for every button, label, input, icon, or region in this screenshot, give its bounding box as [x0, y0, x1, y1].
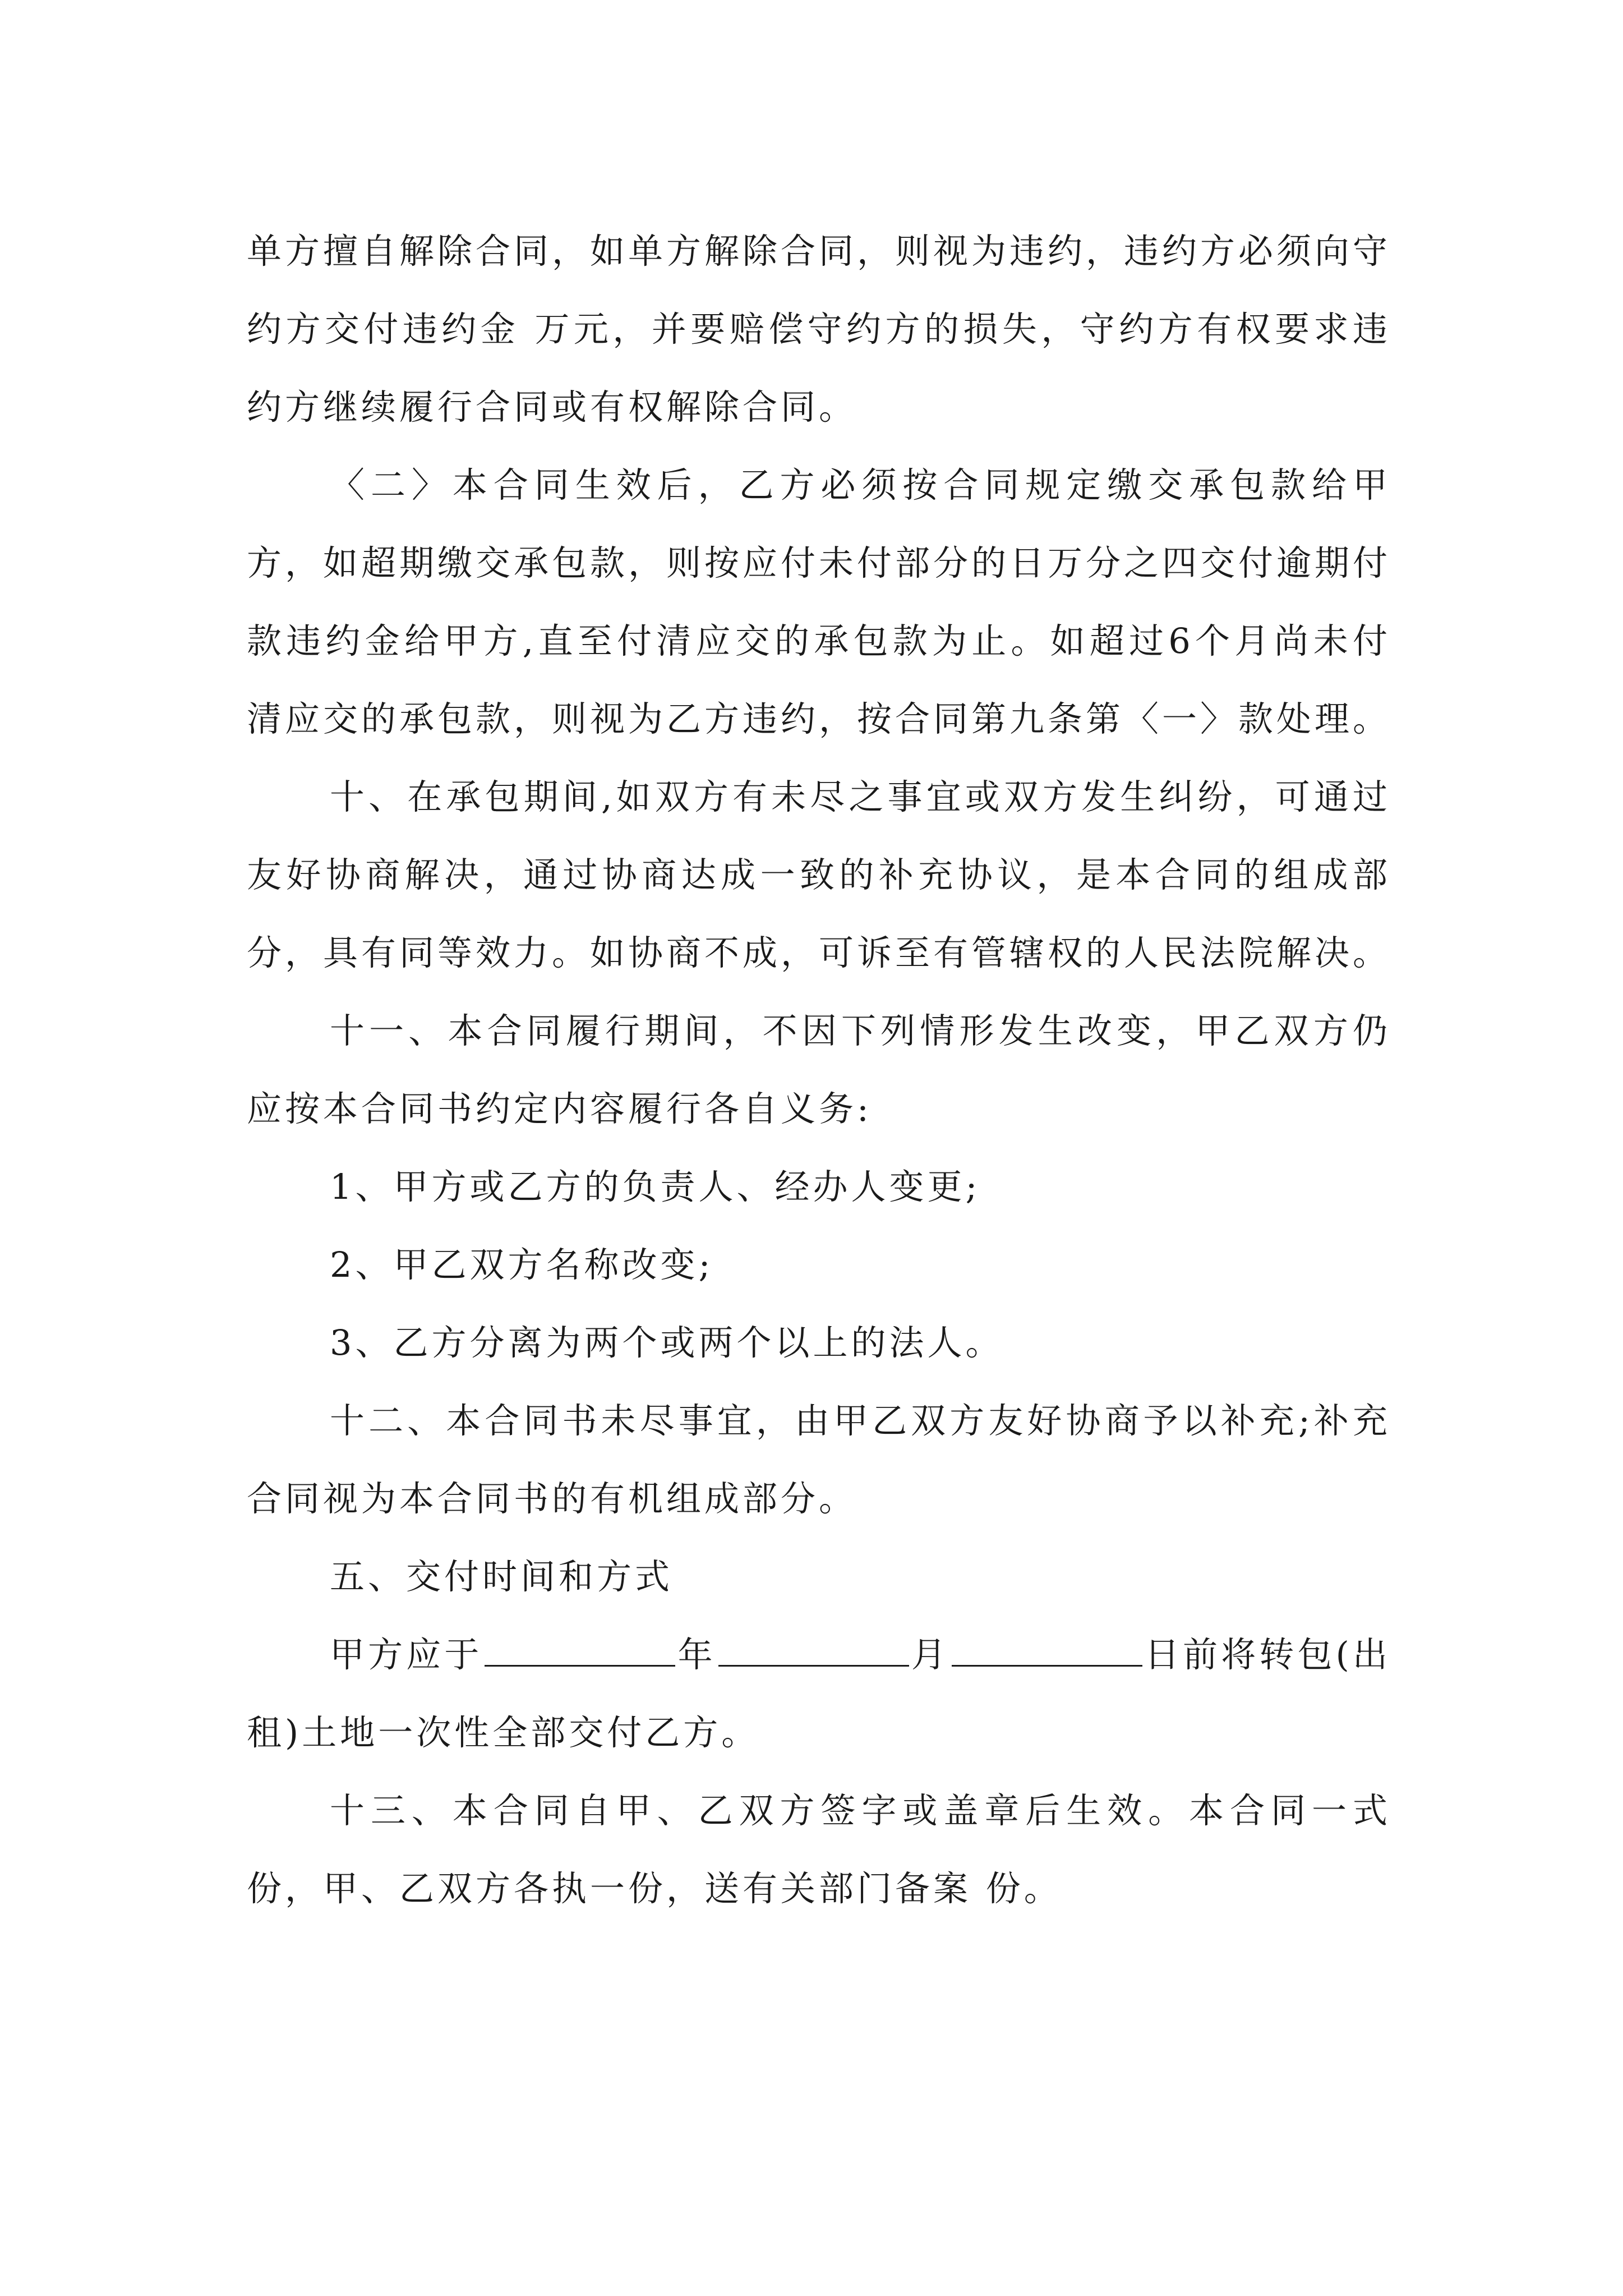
paragraph-delivery-date [247, 1616, 1391, 1772]
month-blank-field [718, 1634, 909, 1667]
paragraph-breach-continuation: 单方擅自解除合同，如单方解除合同，则视为违约，违约方必须向守约方交付违约金 万元，并要赔偿守约方的损失，守约方有权要求违约方继续履行合同或有权解除合同。 [247, 231, 1391, 427]
delivery-prefix: 甲方应于 [330, 1634, 483, 1675]
section-heading-delivery: 五、交付时间和方式 [330, 1556, 674, 1597]
list-item-2: 2、甲乙双方名称改变; [330, 1244, 714, 1285]
delivery-suffix: 日前将转包(出租)土地一次性全部交付乙方。 [247, 1634, 1391, 1753]
contract-body [247, 212, 1391, 1927]
day-blank-field [952, 1634, 1142, 1667]
paragraph-clause-10: 十、在承包期间,如双方有未尽之事宜或双方发生纠纷，可通过友好协商解决，通过协商达成一致的补充协议，是本合同的组成部分，具有同等效力。如协商不成，可诉至有管辖权的人民法院解决。 [247, 776, 1391, 973]
year-blank-field [485, 1634, 675, 1667]
list-item-3: 3、乙方分离为两个或两个以上的法人。 [330, 1322, 1004, 1363]
list-item-1: 1、甲方或乙方的负责人、经办人变更; [330, 1166, 981, 1207]
paragraph-clause-13: 十三、本合同自甲、乙双方签字或盖章后生效。本合同一式 份，甲、乙双方各执一份，送有关部门备案 份。 [247, 1790, 1391, 1909]
paragraph-clause-11: 十一、本合同履行期间，不因下列情形发生改变，甲乙双方仍应按本合同书约定内容履行各自义务: [247, 1010, 1391, 1129]
month-label: 月 [911, 1634, 949, 1675]
year-label: 年 [677, 1634, 716, 1675]
paragraph-clause-12: 十二、本合同书未尽事宜，由甲乙双方友好协商予以补充;补充合同视为本合同书的有机组成部分。 [247, 1400, 1391, 1519]
paragraph-clause-9-2: 〈二〉本合同生效后，乙方必须按合同规定缴交承包款给甲方，如超期缴交承包款，则按应付未付部分的日万分之四交付逾期付款违约金给甲方,直至付清应交的承包款为止。如超过6个月尚未付清应交的承包款，则视为乙方违约，按合同第九条第〈一〉款处理。 [247, 464, 1391, 739]
